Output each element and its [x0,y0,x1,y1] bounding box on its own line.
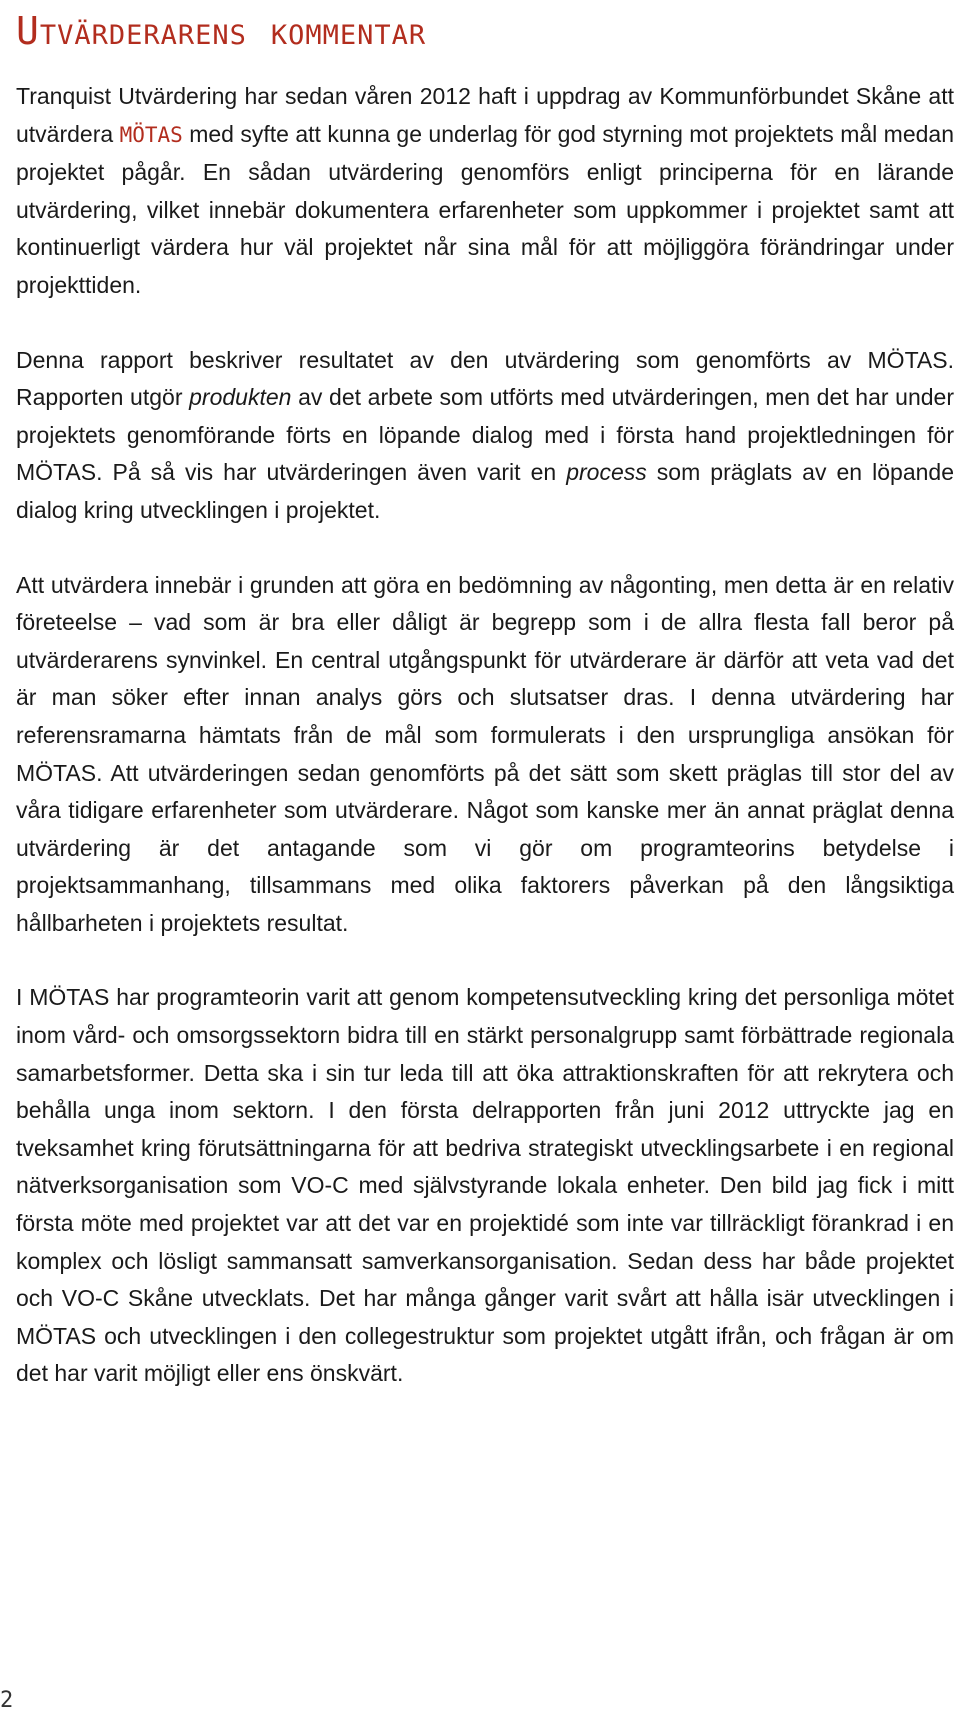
document-body [16,78,954,1430]
paragraph-2-text-a: Denna rapport beskriver resultatet av den utvärdering som genomförts av MÖTAS. Rapporten utgör [16,346,954,411]
paragraph-1 [16,78,954,305]
paragraph-1-text-a: Tranquist Utvärdering har sedan våren 2012 haft i uppdrag av Kommunförbundet Skåne att utvärdera [16,83,954,147]
paragraph-2 [16,342,954,530]
page-number: 2 [0,1688,14,1713]
page-title: Utvärderarens kommentar [16,9,427,53]
paragraph-1-text-b: med syfte att kunna ge underlag för god styrning mot projektets mål medan projektet pågår. En sådan utvärdering genomförs enligt principerna för en lärande utvärdering, vilket innebär dokumentera erfarenheter som uppkommer i projektet samt att kontinuerligt värdera hur väl projektet når sina mål för att möjliggöra förändringar under projekttiden. [16,120,954,298]
paragraph-2-text-b: av det arbete som utförts med utvärderingen, men det har under projektets genomförande förts en löpande dialog med i första hand projektledningen för MÖTAS. På så vis har utvärderingen även varit en [16,384,954,486]
paragraph-2-text-c: som präglats av en löpande dialog kring utvecklingen i projektet. [16,459,955,523]
paragraph-4: I MÖTAS har programteorin varit att genom kompetensutveckling kring det personliga mötet inom vård- och omsorgssektorn bidra till en stärkt personalgrupp samt förbättrade regionala samarbetsformer. Detta ska i sin tur leda till att öka attraktionskraften för att rekrytera och behålla unga inom sektorn. I den första delrapporten från juni 2012 uttryckte jag en tveksamhet kring förutsättningarna för att bedriva strategiskt utvecklingsarbete i en regional nätverksorganisation som VO-C med självstyrande lokala enheter. Den bild jag fick i mitt första möte med projektet var att det var en projektidé som inte var tillräckligt förankrad i en komplex och lösligt sammansatt samverkansorganisation. Sedan dess har både projektet och VO-C Skåne utvecklats. Det har många gånger varit svårt att hålla isär utvecklingen i MÖTAS och utvecklingen i den collegestruktur som projektet utgått ifrån, och frågan är om det har varit möjligt eller ens önskvärt. [16,984,954,1387]
emphasis-process: process [566,459,647,486]
emphasis-produkten: produkten [189,384,292,411]
paragraph-3: Att utvärdera innebär i grunden att göra en bedömning av någonting, men detta är en relativ företeelse – vad som är bra eller dåligt är begrepp som i de allra flesta fall beror på utvärderarens synvinkel. En central utgångspunkt för utvärderare är därför att veta vad det är man söker efter innan analys görs och slutsatser dras. I denna utvärdering har referensramarna hämtats från de mål som formulerats i den ursprungliga ansökan för MÖTAS. Att utvärderingen sedan genomförts på det sätt som skett präglas till stor del av våra tidigare erfarenheter som utvärderare. Något som kanske mer än annat präglat denna utvärdering är det antagande som vi gör om programteorins betydelse i projektsammanhang, tillsammans med olika faktorers påverkan på den långsiktiga hållbarheten i projektets resultat. [16,571,954,936]
brand-name: MÖTAS [119,122,183,147]
